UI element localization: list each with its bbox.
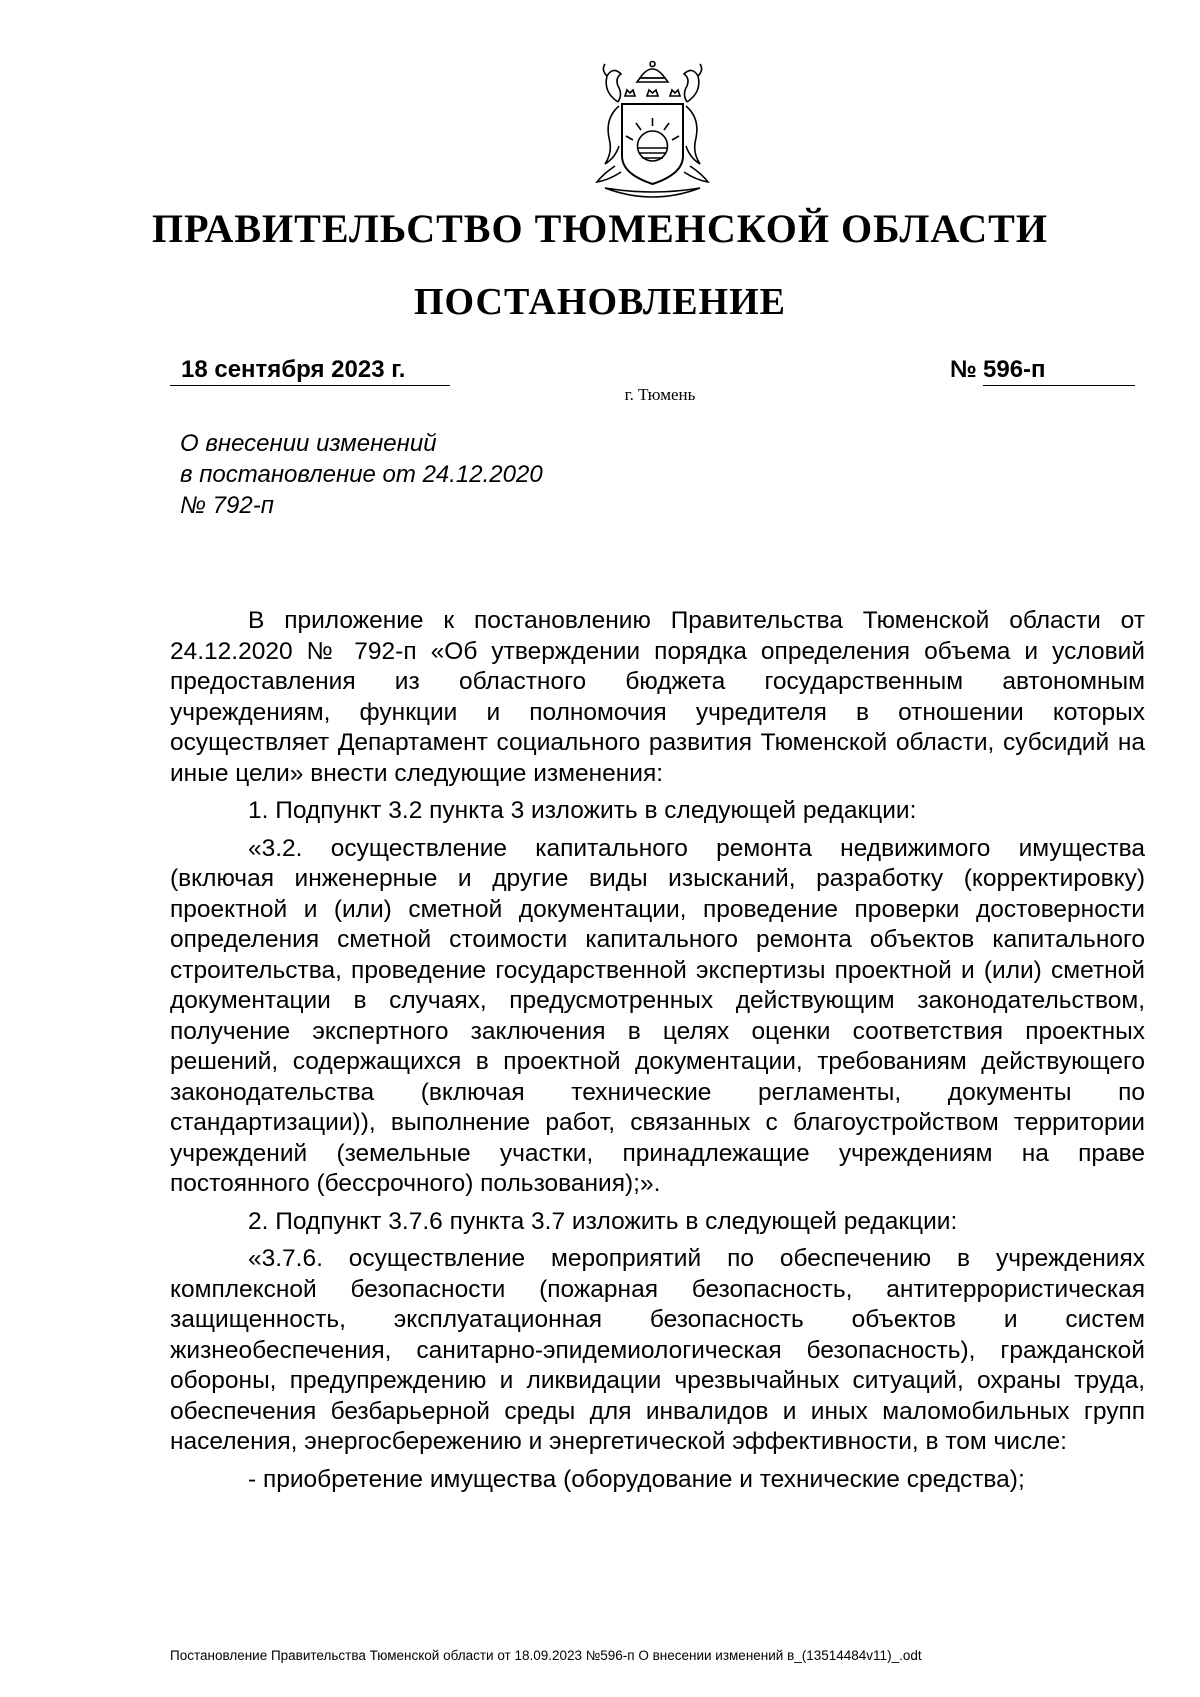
body-paragraph: 2. Подпункт 3.7.6 пункта 3.7 изложить в следующей редакции:	[248, 1207, 958, 1235]
date-value: 18 сентября 2023 г.	[181, 356, 406, 383]
body-paragraph: 1. Подпункт 3.2 пункта 3 изложить в следующей редакции:	[248, 797, 917, 824]
document-body	[170, 606, 1145, 1495]
body-paragraph: В приложение к постановлению Правительства Тюменской области от 24.12.2020 № 792-п «Об утверждении порядка определения объема и условий предоставления из областного бюджета государственным автономным учреждениям, функции и полномочия учредителя в отношении которых осуществляет Департамент социального развития Тюменской области, субсидий на иные цели» внести следующие изменения:	[170, 607, 1145, 787]
number-sign: №	[950, 356, 977, 383]
number-text: 596-п	[983, 356, 1046, 383]
body-paragraph: «3.2. осуществление капитального ремонта недвижимого имущества (включая инженерные и другие виды изысканий, разработку (корректировку) проектной и (или) сметной документации, проведение проверки достоверности определения сметной стоимости капитального ремонта объектов капитального строительства, проведение государственной экспертизы проектной и (или) сметной документации в случаях, предусмотренных действующим законодательством, получение экспертного заключения в целях оценки соответствия проектных решений, содержащихся в проектной документации, требованиям действующего законодательства (включая технические регламенты, документы по стандартизации)), выполнение работ, связанных с благоустройством территории учреждений (земельные участки, принадлежащие учреждениям на праве постоянного (бессрочного) пользования);».	[170, 834, 1145, 1197]
subject-line: О внесении изменений	[180, 430, 437, 457]
organization-title: ПРАВИТЕЛЬСТВО ТЮМЕНСКОЙ ОБЛАСТИ	[152, 206, 1048, 251]
document-number	[950, 355, 1135, 385]
document-date	[170, 355, 450, 386]
city-label: г. Тюмень	[624, 385, 696, 404]
body-paragraph: - приобретение имущества (оборудование и технические средства);	[248, 1465, 1025, 1493]
page-footer: Постановление Правительства Тюменской области от 18.09.2023 №596-п О внесении изменений в_(13514484v11)_.odt	[170, 1648, 922, 1663]
number-value	[983, 355, 1135, 386]
subject-line: в постановление от 24.12.2020	[180, 461, 543, 488]
body-paragraph: «3.7.6. осуществление мероприятий по обеспечению в учреждениях комплексной безопасности (пожарная безопасность, антитеррористическая защищенность, эксплуатационная безопасность объектов и систем жизнеобеспечения, санитарно-эпидемиологическая безопасность), гражданской обороны, предупреждению и ликвидации чрезвычайных ситуаций, охраны труда, обеспечения безбарьерной среды для инвалидов и иных маломобильных групп населения, энергосбережению и энергетической эффективности, в том числе:	[170, 1245, 1145, 1455]
document-type: ПОСТАНОВЛЕНИЕ	[413, 281, 787, 323]
document-subject	[180, 428, 680, 521]
subject-line: № 792-п	[180, 492, 274, 519]
coat-of-arms-icon	[585, 56, 720, 206]
